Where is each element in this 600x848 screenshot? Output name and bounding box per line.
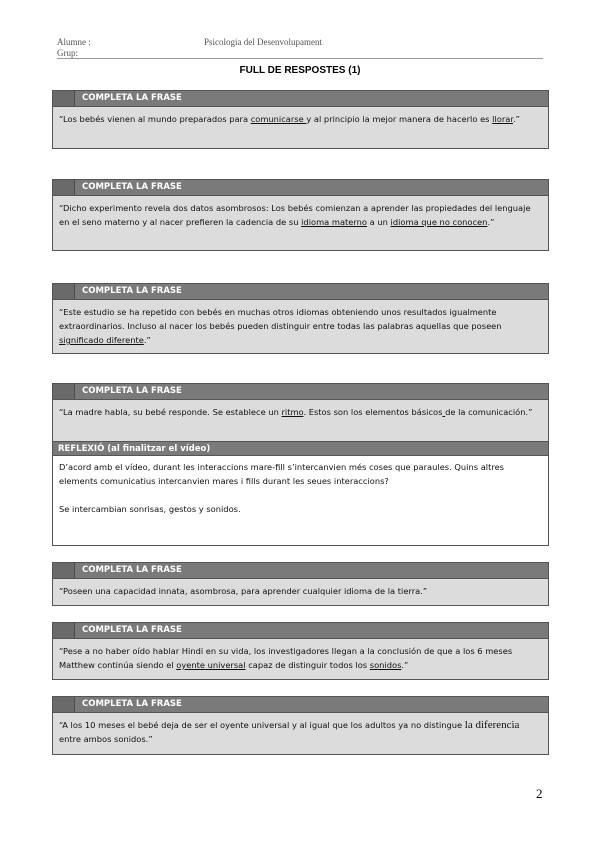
student-label: Alumne : bbox=[57, 37, 91, 47]
reflexio-body bbox=[53, 456, 548, 545]
reflexio-label: REFLEXIÓ (al finalitzar el vídeo) bbox=[58, 444, 211, 454]
answer-blank: idioma materno bbox=[301, 217, 368, 227]
section-label: COMPLETA LA FRASE bbox=[82, 386, 182, 396]
question-box-2 bbox=[52, 179, 549, 251]
section-label: COMPLETA LA FRASE bbox=[82, 625, 182, 635]
section-bar bbox=[53, 384, 548, 400]
question-text: “Pese a no haber oído hablar Hindi en su vida, los investigadores llegan a la conclusión de que a los 6 meses Matthew continúa siendo el oyente universal capaz de distinguir todos los sonidos.” bbox=[59, 646, 513, 670]
section-bar bbox=[53, 563, 548, 579]
subject-title: Psicologia del Desenvolupament bbox=[204, 37, 322, 47]
question-text: “Dicho experimento revela dos datos asombrosos: Los bebés comienzan a aprender las propiedades del lenguaje en el seno materno y al nacer prefieren la cadencia de su idioma materno a un idioma que no conocen.” bbox=[59, 203, 531, 227]
section-label: COMPLETA LA FRASE bbox=[82, 182, 182, 192]
question-text: “Los bebés vienen al mundo preparados para comunicarse y al principio la mejor manera de hacerlo es llorar.” bbox=[59, 114, 520, 124]
section-bar bbox=[53, 91, 548, 107]
page-title: FULL DE RESPOSTES (1) bbox=[239, 65, 361, 76]
question-box-4 bbox=[52, 383, 549, 546]
question-text: “Este estudio se ha repetido con bebés en muchas otros idiomas obteniendo unos resultados igualmente extraordinarios. Incluso al nacer los bebés pueden distinguir entre todas las palabras aquellas que poseen significado diferente.” bbox=[59, 307, 502, 345]
question-box-7 bbox=[52, 696, 549, 755]
question-text: “Poseen una capacidad innata, asombrosa, para aprender cualquier idioma de la tierra.” bbox=[59, 586, 428, 596]
section-bar bbox=[53, 180, 548, 196]
section-label: COMPLETA LA FRASE bbox=[82, 93, 182, 103]
question-box-6 bbox=[52, 622, 549, 680]
question-box-3 bbox=[52, 283, 549, 354]
section-bar bbox=[53, 284, 548, 300]
question-text: “La madre habla, su bebé responde. Se establece un ritmo. Estos son los elementos básicos de la comunicación.” bbox=[59, 407, 533, 417]
question-text: “A los 10 meses el bebé deja de ser el oyente universal y al igual que los adultos ya no distingue la diferencia entre ambos sonidos.” bbox=[59, 719, 520, 744]
answer-blank: llorar bbox=[492, 114, 513, 124]
answer-blank: idioma que no conocen bbox=[390, 217, 488, 227]
answer-blank: sonidos bbox=[369, 660, 402, 670]
section-label: COMPLETA LA FRASE bbox=[82, 286, 182, 296]
reflexio-bar bbox=[53, 441, 548, 456]
question-box-5 bbox=[52, 562, 549, 606]
answer-blank: significado diferente bbox=[59, 335, 144, 345]
answer-blank: ritmo bbox=[281, 407, 304, 417]
question-box-1 bbox=[52, 90, 549, 149]
section-bar bbox=[53, 697, 548, 713]
answer-text: la diferencia bbox=[464, 719, 520, 731]
group-label: Grup: bbox=[57, 48, 78, 58]
section-label: COMPLETA LA FRASE bbox=[82, 565, 182, 575]
page-header bbox=[57, 37, 543, 59]
answer-blank: oyente universal bbox=[176, 660, 246, 670]
answer-blank: comunicarse bbox=[250, 114, 307, 124]
section-bar bbox=[53, 623, 548, 639]
reflexio-answer[interactable]: Se intercambian sonrisas, gestos y sonidos. bbox=[59, 504, 241, 514]
reflexio-question: D’acord amb el vídeo, durant les interaccions mare-fill s’intercanvien més coses que paraules. Quins altres elements comunicatius intercanvien mares i fills durant les seues interaccions? bbox=[59, 462, 505, 486]
page-number: 2 bbox=[536, 786, 543, 801]
section-label: COMPLETA LA FRASE bbox=[82, 699, 182, 709]
